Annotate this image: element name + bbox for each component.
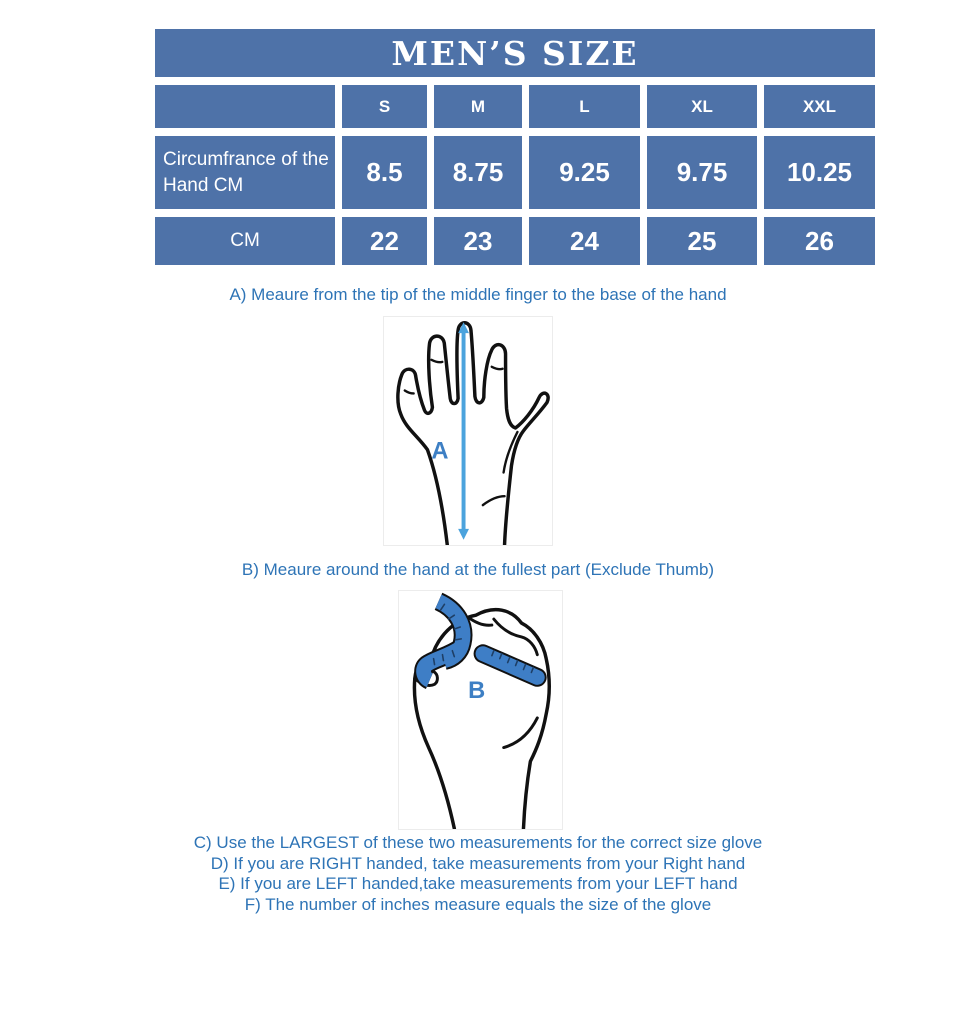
open-hand-illustration	[384, 317, 552, 545]
instruction-b: B) Meaure around the hand at the fullest part (Exclude Thumb)	[241, 560, 715, 579]
figure-label-b: B	[468, 678, 486, 705]
cm-value-xl: 25	[647, 217, 757, 265]
instruction-f: F) The number of inches measure equals the size of the glove	[244, 894, 712, 914]
circumference-value-l: 9.25	[529, 136, 640, 209]
table-title: MEN’S SIZE	[155, 29, 875, 77]
cm-value-s: 22	[342, 217, 427, 265]
cm-value-m: 23	[434, 217, 522, 265]
size-header-l: L	[529, 85, 640, 128]
circumference-value-s: 8.5	[342, 136, 427, 209]
circumference-value-xxl: 10.25	[764, 136, 875, 209]
instruction-c: C) Use the LARGEST of these two measurements for the correct size glove	[193, 833, 763, 852]
row-label-circumference: Circumfrance of the Hand CM	[155, 136, 335, 209]
circumference-value-m: 8.75	[434, 136, 522, 209]
size-header-xxl: XXL	[764, 85, 875, 128]
instruction-a: A) Meaure from the tip of the middle finger to the base of the hand	[229, 285, 727, 304]
figure-label-a: A	[431, 438, 449, 465]
corner-cell	[155, 85, 335, 128]
circumference-value-xl: 9.75	[647, 136, 757, 209]
mens-size-table	[155, 29, 875, 265]
size-header-xl: XL	[647, 85, 757, 128]
fist-illustration	[399, 591, 562, 829]
instruction-d: D) If you are RIGHT handed, take measurements from your Right hand	[210, 853, 746, 873]
hand-outline	[398, 323, 548, 545]
row-label-cm: CM	[155, 217, 335, 265]
instruction-e: E) If you are LEFT handed,take measurements from your LEFT hand	[218, 874, 738, 893]
hand-measure-figure	[383, 316, 553, 546]
cm-value-xxl: 26	[764, 217, 875, 265]
cm-value-l: 24	[529, 217, 640, 265]
fist-measure-figure	[398, 590, 563, 830]
size-header-s: S	[342, 85, 427, 128]
instruction-list	[0, 833, 956, 915]
size-header-m: M	[434, 85, 522, 128]
